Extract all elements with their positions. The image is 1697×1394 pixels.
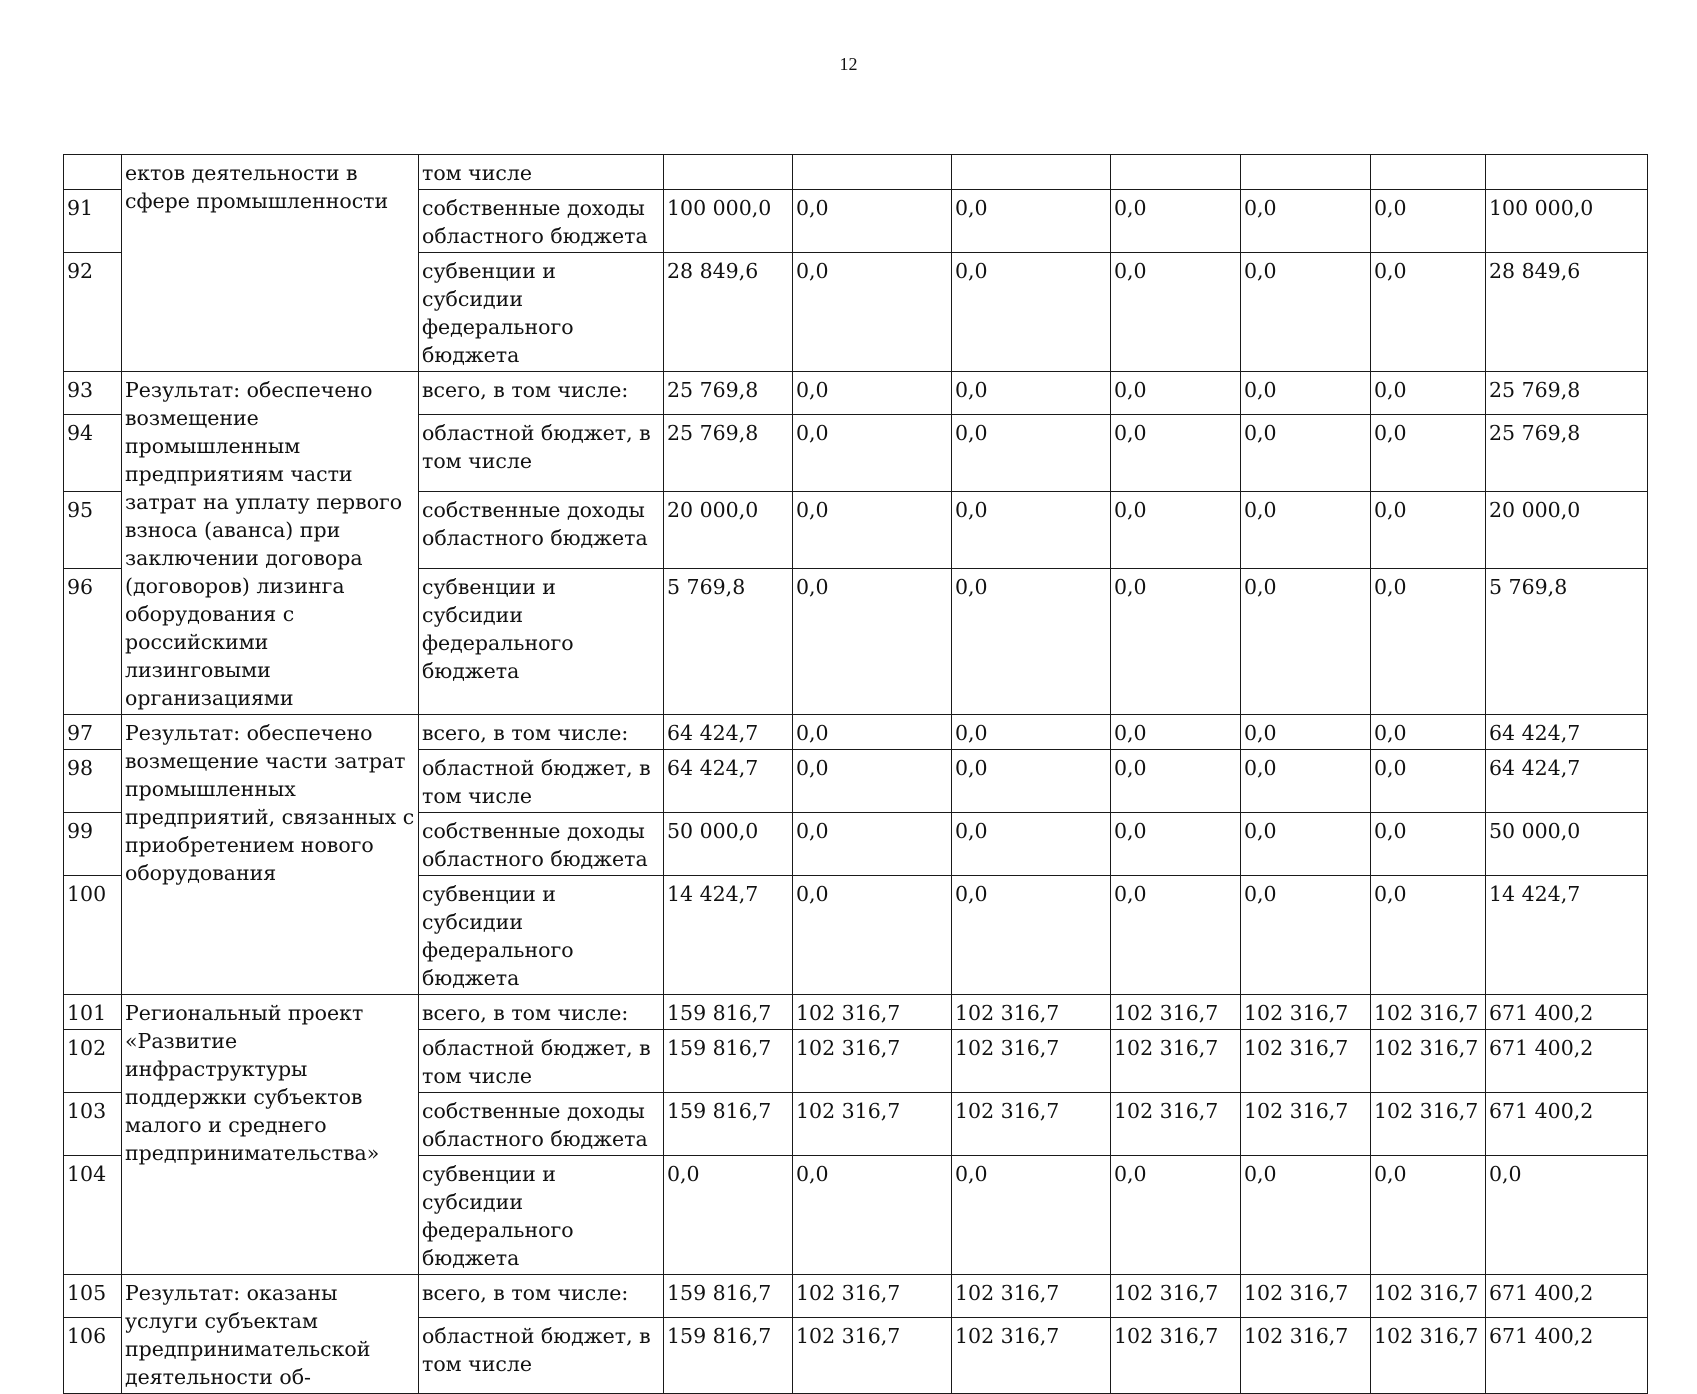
year-value: 159 816,7 [664, 1317, 793, 1394]
year-value: 102 316,7 [793, 995, 952, 1030]
item-description: Результат: обеспечено возмещение промышленным предприятиям части затрат на уплату первого взноса (аванса) при заключении договора (договоров) лизинга оборудования с российскими лизинговыми организациями [122, 372, 419, 715]
year-value: 25 769,8 [664, 372, 793, 415]
year-value: 0,0 [793, 813, 952, 876]
year-value: 0,0 [952, 750, 1111, 813]
year-value: 0,0 [1111, 253, 1241, 372]
year-value: 159 816,7 [664, 995, 793, 1030]
year-value: 0,0 [1111, 492, 1241, 569]
year-value: 0,0 [952, 414, 1111, 491]
total-value: 25 769,8 [1486, 414, 1648, 491]
year-value: 0,0 [952, 492, 1111, 569]
year-value: 102 316,7 [1111, 1317, 1241, 1394]
year-value: 25 769,8 [664, 414, 793, 491]
year-value: 102 316,7 [1371, 1317, 1486, 1394]
year-value: 0,0 [1371, 492, 1486, 569]
year-value: 159 816,7 [664, 1093, 793, 1156]
total-value: 14 424,7 [1486, 876, 1648, 995]
funding-source: всего, в том числе: [419, 995, 664, 1030]
row-number: 91 [64, 190, 122, 253]
year-value: 0,0 [1241, 492, 1371, 569]
year-value: 0,0 [793, 372, 952, 415]
total-value: 50 000,0 [1486, 813, 1648, 876]
year-value: 0,0 [1111, 569, 1241, 715]
item-description: ектов деятельности в сфере промышленности [122, 155, 419, 372]
funding-source: областной бюджет, в том числе [419, 750, 664, 813]
year-value: 102 316,7 [1241, 1275, 1371, 1318]
year-value: 0,0 [793, 750, 952, 813]
funding-source: собственные доходы областного бюджета [419, 492, 664, 569]
funding-source: собственные доходы областного бюджета [419, 190, 664, 253]
year-value: 0,0 [793, 715, 952, 750]
year-value: 0,0 [1241, 813, 1371, 876]
year-value: 0,0 [793, 190, 952, 253]
year-value: 0,0 [1111, 750, 1241, 813]
year-value: 14 424,7 [664, 876, 793, 995]
table-row [64, 1275, 1648, 1318]
row-number [64, 155, 122, 190]
row-number: 96 [64, 569, 122, 715]
total-value: 64 424,7 [1486, 715, 1648, 750]
year-value: 50 000,0 [664, 813, 793, 876]
table-row [64, 995, 1648, 1030]
year-value: 0,0 [793, 569, 952, 715]
year-value: 0,0 [1371, 813, 1486, 876]
year-value: 0,0 [1241, 1156, 1371, 1275]
funding-source: собственные доходы областного бюджета [419, 813, 664, 876]
year-value: 0,0 [1241, 414, 1371, 491]
year-value: 0,0 [1241, 190, 1371, 253]
year-value: 0,0 [1371, 414, 1486, 491]
year-value: 0,0 [793, 1156, 952, 1275]
funding-source: субвенции и субсидии федерального бюджета [419, 1156, 664, 1275]
year-value: 102 316,7 [1241, 1030, 1371, 1093]
funding-source: том числе [419, 155, 664, 190]
row-number: 98 [64, 750, 122, 813]
total-value [1486, 155, 1648, 190]
year-value: 0,0 [793, 253, 952, 372]
row-number: 103 [64, 1093, 122, 1156]
year-value: 102 316,7 [793, 1317, 952, 1394]
row-number: 93 [64, 372, 122, 415]
year-value: 102 316,7 [1371, 995, 1486, 1030]
year-value: 0,0 [1241, 253, 1371, 372]
item-description: Региональный проект «Развитие инфраструктуры поддержки субъектов малого и среднего предпринимательства» [122, 995, 419, 1275]
year-value: 0,0 [1371, 190, 1486, 253]
year-value: 102 316,7 [952, 1317, 1111, 1394]
year-value: 0,0 [1371, 253, 1486, 372]
year-value [793, 155, 952, 190]
total-value: 671 400,2 [1486, 1317, 1648, 1394]
item-description: Результат: оказаны услуги субъектам предпринимательской деятельности об- [122, 1275, 419, 1394]
row-number: 105 [64, 1275, 122, 1318]
year-value: 0,0 [793, 492, 952, 569]
year-value: 159 816,7 [664, 1030, 793, 1093]
funding-source: субвенции и субсидии федерального бюджета [419, 253, 664, 372]
year-value: 102 316,7 [1241, 1317, 1371, 1394]
year-value [1241, 155, 1371, 190]
year-value: 0,0 [793, 876, 952, 995]
year-value: 64 424,7 [664, 750, 793, 813]
table-body [64, 155, 1648, 1394]
year-value [1371, 155, 1486, 190]
total-value: 28 849,6 [1486, 253, 1648, 372]
year-value: 0,0 [1241, 715, 1371, 750]
year-value [952, 155, 1111, 190]
year-value: 100 000,0 [664, 190, 793, 253]
year-value: 5 769,8 [664, 569, 793, 715]
row-number: 92 [64, 253, 122, 372]
year-value: 102 316,7 [1111, 1030, 1241, 1093]
row-number: 102 [64, 1030, 122, 1093]
year-value: 159 816,7 [664, 1275, 793, 1318]
row-number: 106 [64, 1317, 122, 1394]
total-value: 25 769,8 [1486, 372, 1648, 415]
row-number: 95 [64, 492, 122, 569]
year-value: 0,0 [952, 876, 1111, 995]
year-value: 102 316,7 [1241, 1093, 1371, 1156]
row-number: 104 [64, 1156, 122, 1275]
year-value [664, 155, 793, 190]
year-value: 0,0 [1111, 1156, 1241, 1275]
year-value: 0,0 [952, 715, 1111, 750]
year-value: 102 316,7 [1371, 1030, 1486, 1093]
year-value: 20 000,0 [664, 492, 793, 569]
year-value: 0,0 [1111, 414, 1241, 491]
year-value: 0,0 [1111, 372, 1241, 415]
funding-source: всего, в том числе: [419, 372, 664, 415]
year-value: 0,0 [1371, 715, 1486, 750]
year-value: 102 316,7 [1111, 995, 1241, 1030]
year-value: 0,0 [1371, 372, 1486, 415]
item-description: Результат: обеспечено возмещение части затрат промышленных предприятий, связанных с приобретением нового оборудования [122, 715, 419, 995]
year-value: 0,0 [952, 1156, 1111, 1275]
year-value: 102 316,7 [952, 1093, 1111, 1156]
year-value: 0,0 [1111, 813, 1241, 876]
year-value: 102 316,7 [1111, 1275, 1241, 1318]
total-value: 671 400,2 [1486, 995, 1648, 1030]
year-value: 102 316,7 [952, 1275, 1111, 1318]
year-value: 0,0 [1371, 876, 1486, 995]
row-number: 97 [64, 715, 122, 750]
page-number: 12 [839, 54, 858, 74]
total-value: 100 000,0 [1486, 190, 1648, 253]
year-value: 102 316,7 [793, 1275, 952, 1318]
year-value: 102 316,7 [1371, 1093, 1486, 1156]
year-value: 0,0 [1241, 569, 1371, 715]
table-row [64, 155, 1648, 190]
year-value: 0,0 [1241, 372, 1371, 415]
year-value: 102 316,7 [952, 995, 1111, 1030]
total-value: 0,0 [1486, 1156, 1648, 1275]
year-value: 0,0 [1111, 190, 1241, 253]
funding-source: собственные доходы областного бюджета [419, 1093, 664, 1156]
year-value: 0,0 [952, 569, 1111, 715]
total-value: 671 400,2 [1486, 1093, 1648, 1156]
total-value: 64 424,7 [1486, 750, 1648, 813]
year-value: 0,0 [952, 813, 1111, 876]
funding-source: областной бюджет, в том числе [419, 414, 664, 491]
row-number: 101 [64, 995, 122, 1030]
year-value: 0,0 [1241, 876, 1371, 995]
year-value: 102 316,7 [793, 1030, 952, 1093]
budget-table [63, 154, 1648, 1394]
total-value: 5 769,8 [1486, 569, 1648, 715]
year-value: 28 849,6 [664, 253, 793, 372]
funding-source: субвенции и субсидии федерального бюджета [419, 569, 664, 715]
funding-source: областной бюджет, в том числе [419, 1317, 664, 1394]
row-number: 100 [64, 876, 122, 995]
year-value: 0,0 [1371, 569, 1486, 715]
year-value: 0,0 [1371, 1156, 1486, 1275]
year-value: 0,0 [1241, 750, 1371, 813]
year-value: 102 316,7 [793, 1093, 952, 1156]
row-number: 94 [64, 414, 122, 491]
year-value: 0,0 [952, 190, 1111, 253]
funding-source: областной бюджет, в том числе [419, 1030, 664, 1093]
year-value: 0,0 [952, 253, 1111, 372]
year-value: 0,0 [793, 414, 952, 491]
year-value: 0,0 [664, 1156, 793, 1275]
year-value: 0,0 [1371, 750, 1486, 813]
year-value: 102 316,7 [952, 1030, 1111, 1093]
year-value: 102 316,7 [1111, 1093, 1241, 1156]
year-value: 64 424,7 [664, 715, 793, 750]
year-value [1111, 155, 1241, 190]
year-value: 0,0 [1111, 715, 1241, 750]
year-value: 0,0 [952, 372, 1111, 415]
total-value: 671 400,2 [1486, 1275, 1648, 1318]
year-value: 0,0 [1111, 876, 1241, 995]
funding-source: всего, в том числе: [419, 715, 664, 750]
funding-source: субвенции и субсидии федерального бюджета [419, 876, 664, 995]
row-number: 99 [64, 813, 122, 876]
total-value: 20 000,0 [1486, 492, 1648, 569]
year-value: 102 316,7 [1241, 995, 1371, 1030]
table-row [64, 372, 1648, 415]
year-value: 102 316,7 [1371, 1275, 1486, 1318]
funding-source: всего, в том числе: [419, 1275, 664, 1318]
table-row [64, 715, 1648, 750]
total-value: 671 400,2 [1486, 1030, 1648, 1093]
